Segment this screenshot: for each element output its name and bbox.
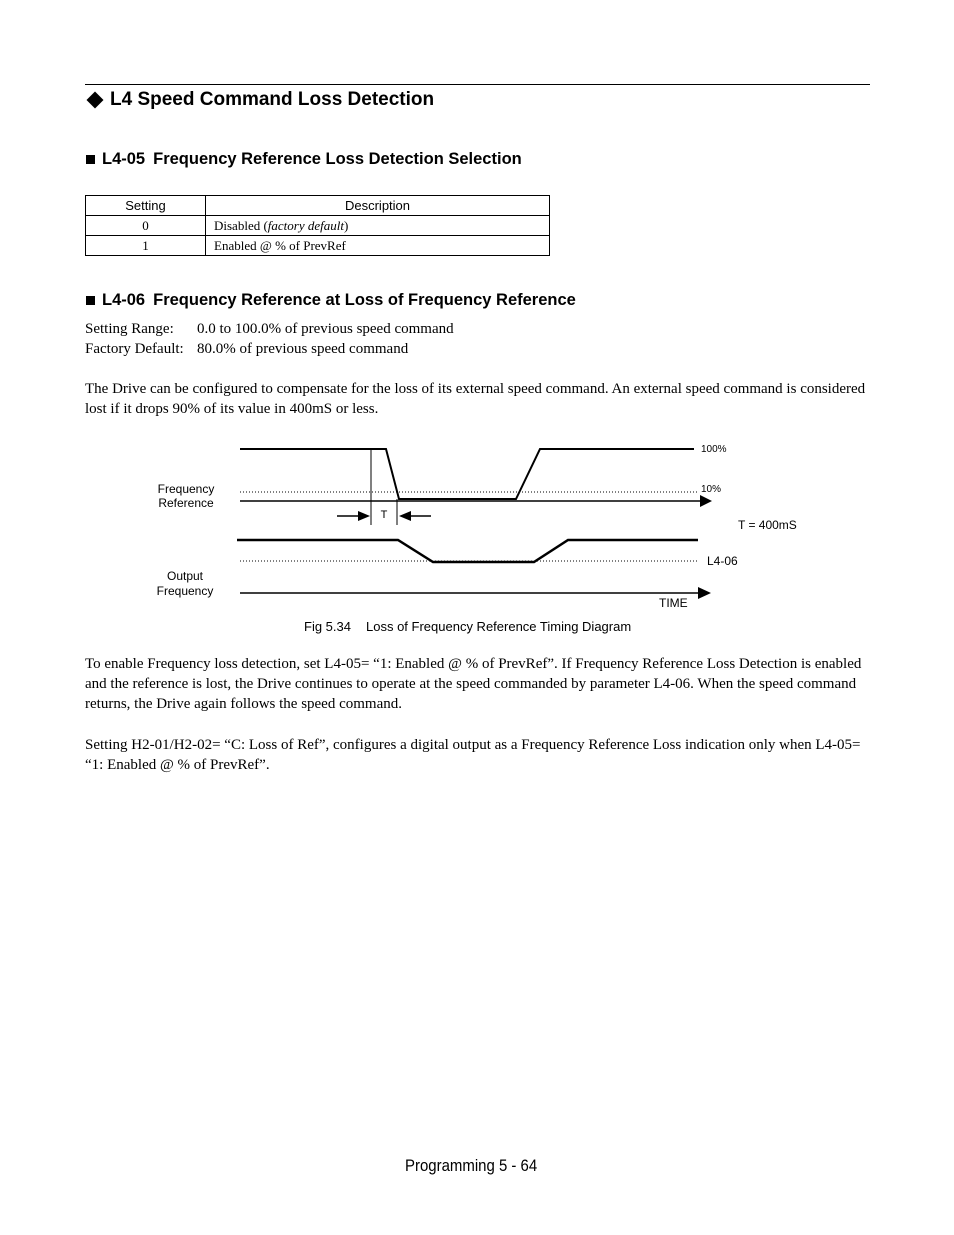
setting-range-value: 0.0 to 100.0% of previous speed command [197, 321, 454, 337]
factory-default-value: 80.0% of previous speed command [197, 341, 409, 357]
time-axis-arrowhead-icon [698, 587, 711, 599]
t-label: T [380, 509, 388, 521]
table-cell-setting: 0 [86, 216, 206, 236]
desc-text: Enabled @ % of PrevRef [214, 237, 346, 253]
table-cell-description [206, 236, 550, 256]
figure-caption-number: Fig 5.34 [304, 619, 351, 634]
t-right-arrowhead-icon [399, 511, 411, 521]
ref-axis-arrowhead-icon [700, 495, 712, 507]
l406-code: L4-06 [102, 291, 146, 309]
enable-paragraph: To enable Frequency loss detection, set L4-05= “1: Enabled @ % of PrevRef”. If Frequency Reference Loss Detection is enabled and the reference is lost, the Drive continues to operate at the speed commanded by parameter L4-06. When the speed command returns, the Drive again follows the speed command. [85, 656, 862, 712]
setting-range-line [85, 321, 454, 338]
desc-text: Disabled ( [214, 217, 268, 233]
l405-settings-table [85, 195, 550, 256]
diamond-bullet-icon [87, 92, 104, 109]
figure-caption-text: Loss of Frequency Reference Timing Diagram [366, 619, 632, 634]
freq-ref-label-line2: Reference [158, 496, 214, 510]
t-left-arrowhead-icon [358, 511, 370, 521]
l405-title: Frequency Reference Loss Detection Selection [153, 150, 522, 168]
freq-ref-label-line1: Frequency [157, 482, 215, 496]
output-freq-label-line1: Output [166, 569, 204, 583]
l405-code: L4-05 [102, 150, 146, 168]
table-header-description: Description [206, 196, 550, 216]
top-rule [85, 84, 870, 85]
intro-paragraph: The Drive can be configured to compensate for the loss of its external speed command. An external speed command is considered lost if it drops 90% of its value in 400mS or less. [85, 381, 866, 417]
page-footer: Programming 5 - 64 [405, 1156, 538, 1175]
l406-label: L4-06 [707, 554, 738, 568]
section-title: L4 Speed Command Loss Detection [110, 89, 435, 110]
time-axis-label: TIME [659, 596, 688, 610]
timing-diagram [0, 430, 954, 640]
t-value-label: T = 400mS [738, 518, 797, 532]
output-paragraph: Setting H2-01/H2-02= “C: Loss of Ref”, configures a digital output as a Frequency Reference Loss indication only when L4-05= “1: Enabled @ % of PrevRef”. [85, 737, 861, 773]
desc-end: ) [343, 217, 349, 233]
table-row [86, 236, 550, 256]
l406-heading [86, 291, 576, 310]
l405-heading [86, 150, 522, 169]
table-cell-setting: 1 [86, 236, 206, 256]
table-header-row [86, 196, 550, 216]
setting-range-label: Setting Range: [85, 321, 174, 337]
l406-title: Frequency Reference at Loss of Frequency Reference [153, 291, 576, 309]
square-bullet-icon [86, 155, 95, 164]
output-freq-label-line2: Frequency [156, 584, 214, 598]
section-heading [86, 89, 434, 111]
ref-signal-trace [240, 449, 694, 499]
label-10-percent: 10% [701, 484, 722, 495]
table-header-setting: Setting [86, 196, 206, 216]
label-100-percent: 100% [701, 444, 727, 455]
table-cell-description [206, 216, 550, 236]
table-row [86, 216, 550, 236]
output-signal-trace [237, 540, 698, 562]
factory-default-line [85, 341, 408, 358]
desc-italic: factory default [267, 217, 344, 233]
factory-default-label: Factory Default: [85, 341, 184, 357]
square-bullet-icon [86, 296, 95, 305]
